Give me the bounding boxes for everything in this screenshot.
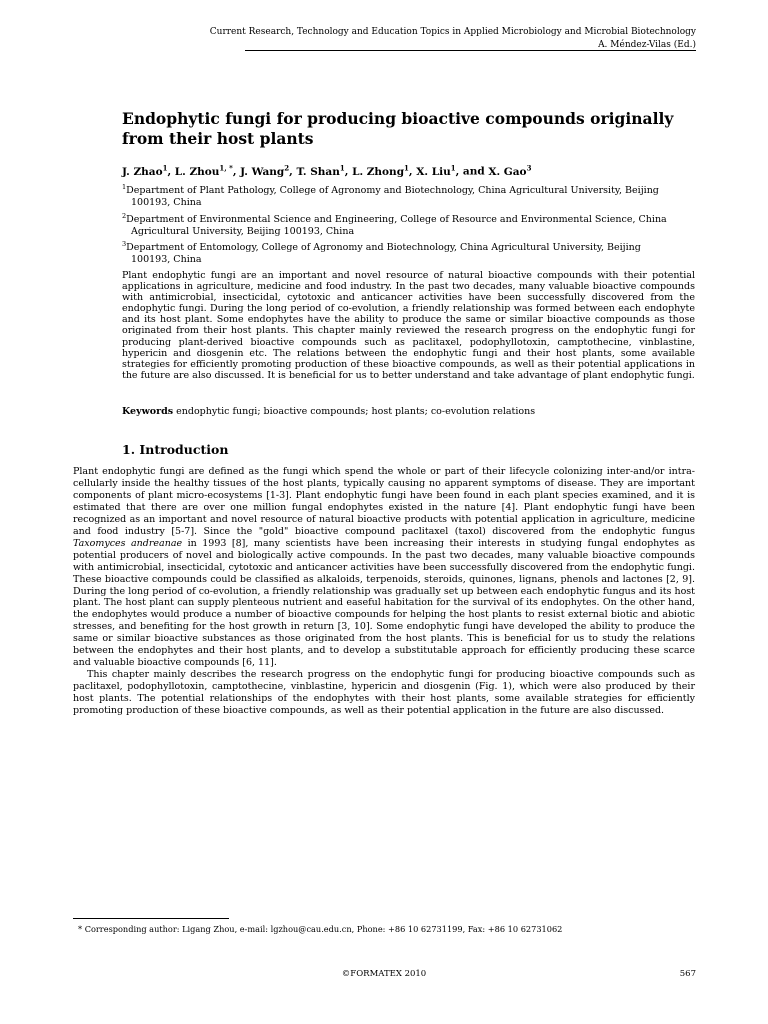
header-rule <box>245 50 696 51</box>
footer-copyright: ©FORMATEX 2010 <box>341 969 427 979</box>
affiliation: $^3$Department of Entomology, College of Agronomy and Biotechnology, China Agricultural University, Beijing 100193, China <box>122 240 641 266</box>
paragraph: This chapter mainly describes the research progress on the endophytic fungi for producing bioactive compounds such as paclitaxel, podophyllotoxin, camptothecine, vinblastine, hypericin and diosgenin (Fig. 1), which were also produced by their host plants. The potential relationships of the endophytes with their host plants, some available strategies for efficiently promoting production of these bioactive compounds, as well as their potential application in the future are also discussed. <box>73 669 695 717</box>
author: T. Shan$^1$ <box>296 163 345 178</box>
section-body <box>73 466 695 717</box>
header-editor: A. Méndez-Vilas (Ed.) <box>598 40 696 50</box>
affiliation-list <box>122 181 682 267</box>
author: X. Gao$^3$ <box>488 163 532 178</box>
author: L. Zhou$^{1, *}$ <box>174 163 233 178</box>
header-book-title: Current Research, Technology and Education Topics in Applied Microbiology and Microbial Biotechnology <box>209 27 696 37</box>
footnote-rule <box>73 918 229 919</box>
affiliation: $^1$Department of Plant Pathology, College of Agronomy and Biotechnology, China Agricultural University, Beijing 100193, China <box>122 183 659 209</box>
footnote: * Corresponding author: Ligang Zhou, e-mail: lgzhou@cau.edu.cn, Phone: +86 10 62731199, Fax: +86 10 62731062 <box>78 924 563 934</box>
section-heading: 1. Introduction <box>122 442 229 457</box>
page-number: 567 <box>679 969 696 979</box>
paragraph: Plant endophytic fungi are defined as the fungi which spend the whole or part of their lifecycle colonizing inter-and/or intra-cellularly inside the healthy tissues of the host plants, typically causing no apparent symptoms of disease. They are important components of plant micro-ecosystems [1-3]. Plant endophytic fungi have been found in each plant species examined, and it is estimated that there are over one million fungal endophytes existed in the nature [4]. Plant endophytic fungi have been recognized as an important and novel resource of natural bioactive products with potential application in agriculture, medicine and food industry [5-7]. Since the "gold" bioactive compound paclitaxel (taxol) discovered from the endophytic fungus Taxomyces andreanae in 1993 [8], many scientists have been increasing their interests in studying fungal endophytes as potential producers of novel and biologically active compounds. In the past two decades, many valuable bioactive compounds with antimicrobial, insecticidal, cytotoxic and anticancer activities have been successfully discovered from the endophytic fungi. These bioactive compounds could be classified as alkaloids, terpenoids, steroids, quinones, lignans, phenols and lactones [2, 9]. During the long period of co-evolution, a friendly relationship was gradually set up between each endophytic fungus and its host plant. The host plant can supply plenteous nutrient and easeful habitation for the survival of its endophytes. On the other hand, the endophytes would produce a number of bioactive compounds for helping the host plants to resist external biotic and abiotic stresses, and benefiting for the host growth in return [3, 10]. Some endophytic fungi have developed the ability to produce the same or similar bioactive substances as those originated from the host plants. This is beneficial for us to study the relations between the endophytes and their host plants, and to develop a substitutable approach for efficiently producing these scarce and valuable bioactive compounds [6, 11]. <box>73 466 695 669</box>
running-header <box>176 26 696 52</box>
author: L. Zhong$^1$ <box>352 163 409 178</box>
paper-title: Endophytic fungi for producing bioactive compounds originally from their host plants <box>122 109 674 148</box>
keywords <box>122 406 695 418</box>
author: J. Wang$^2$ <box>240 163 290 178</box>
author: J. Zhao$^1$ <box>122 163 168 178</box>
author: X. Liu$^1$ <box>416 163 456 178</box>
keywords-label: Keywords <box>122 406 174 417</box>
affiliation: $^2$Department of Environmental Science and Engineering, College of Resource and Environmental Science, China Agricultural University, Beijing 100193, China <box>122 211 667 237</box>
species-name: Taxomyces andreanae <box>73 537 183 549</box>
keywords-text: endophytic fungi; bioactive compounds; host plants; co-evolution relations <box>173 406 536 417</box>
author-list: J. Zhao$^1$, L. Zhou$^{1, *}$, J. Wang$^2$, T. Shan$^1$, L. Zhong$^1$, X. Liu$^1$, and X. Gao$^3$ <box>122 163 532 178</box>
abstract: Plant endophytic fungi are an important and novel resource of natural bioactive compounds with their potential applications in agriculture, medicine and food industry. In the past two decades, many valuable bioactive compounds with antimicrobial, insecticidal, cytotoxic and anticancer activities have been successfully discovered from the endophytic fungi. During the long period of co-evolution, a friendly relationship was formed between each endophyte and its host plant. Some endophytes have the ability to produce the same or similar bioactive compounds as those originated from their host plants. This chapter mainly reviewed the research progress on the endophytic fungi for producing plant-derived bioactive compounds such as paclitaxel, podophyllotoxin, camptothecine, vinblastine, hypericin and diosgenin etc. The relations between the endophytic fungi and their host plants, some available strategies for efficiently promoting production of these bioactive compounds, as well as their potential applications in the future are also discussed. It is beneficial for us to better understand and take advantage of plant endophytic fungi. <box>122 270 695 381</box>
